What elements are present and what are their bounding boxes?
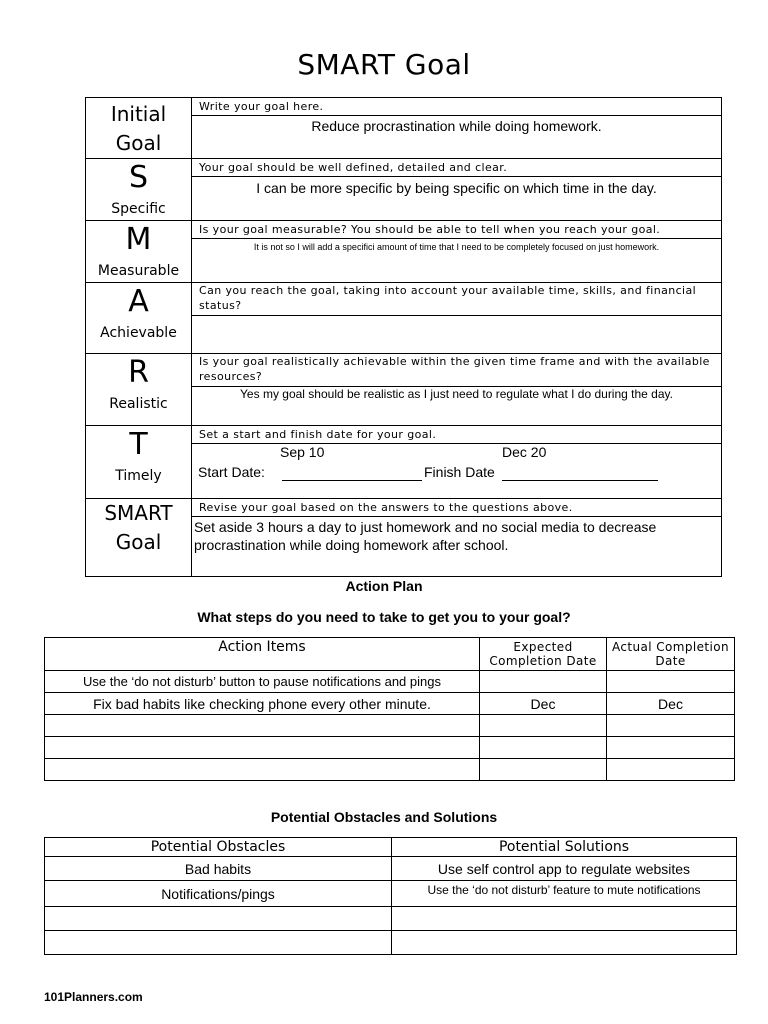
timely-letter: T — [129, 427, 148, 462]
table-row — [45, 857, 737, 881]
table-row — [45, 907, 737, 931]
actual-date-cell[interactable] — [607, 737, 735, 759]
actual-date-header: Actual Completion Date — [607, 638, 735, 671]
solutions-header: Potential Solutions — [392, 838, 737, 857]
finish-date-label: Finish Date — [424, 464, 495, 480]
action-item-cell[interactable] — [45, 715, 480, 737]
table-row — [45, 715, 735, 737]
action-plan-heading: Action Plan — [345, 578, 423, 594]
expected-date-cell[interactable]: Dec — [480, 693, 607, 715]
expected-date-header: Expected Completion Date — [480, 638, 607, 671]
action-plan-table — [44, 637, 735, 781]
initial-goal-prompt: Write your goal here. — [192, 98, 722, 116]
measurable-letter: M — [125, 222, 152, 257]
initial-goal-label-cell — [86, 98, 192, 159]
realistic-word: Realistic — [109, 396, 168, 412]
achievable-prompt: Can you reach the goal, taking into account your available time, skills, and financial status? — [192, 283, 722, 316]
measurable-label-cell — [86, 221, 192, 283]
expected-date-cell[interactable] — [480, 759, 607, 781]
specific-prompt: Your goal should be well defined, detailed and clear. — [192, 159, 722, 177]
specific-letter: S — [128, 160, 149, 195]
initial-goal-answer[interactable]: Reduce procrastination while doing homework. — [192, 116, 722, 159]
smart-goal-label-cell — [86, 499, 192, 577]
actual-date-cell[interactable] — [607, 671, 735, 693]
obstacle-cell[interactable] — [45, 931, 392, 955]
timely-dates-cell — [192, 444, 722, 499]
obstacles-heading: Potential Obstacles and Solutions — [270, 809, 498, 825]
action-item-cell[interactable] — [45, 737, 480, 759]
table-row — [45, 737, 735, 759]
expected-date-cell[interactable] — [480, 737, 607, 759]
measurable-prompt: Is your goal measurable? You should be able to tell when you reach your goal. — [192, 221, 722, 239]
achievable-label-cell — [86, 283, 192, 354]
smart-goal-answer[interactable]: Set aside 3 hours a day to just homework and no social media to decrease procrastination while doing homework after school. — [192, 517, 722, 577]
solution-cell[interactable] — [392, 907, 737, 931]
action-plan-question: What steps do you need to take to get you to your goal? — [197, 609, 571, 625]
table-row — [45, 693, 735, 715]
initial-goal-label: Initial Goal — [110, 102, 167, 155]
finish-date-value[interactable]: Dec 20 — [502, 444, 547, 460]
smart-goal-label-line1: SMART — [104, 501, 173, 525]
obstacles-header: Potential Obstacles — [45, 838, 392, 857]
obstacle-cell[interactable]: Bad habits — [45, 857, 392, 881]
table-row — [45, 759, 735, 781]
action-item-cell[interactable]: Fix bad habits like checking phone every other minute. — [45, 693, 480, 715]
solution-cell[interactable] — [392, 931, 737, 955]
achievable-letter: A — [128, 284, 149, 319]
realistic-prompt: Is your goal realistically achievable within the given time frame and with the available resources? — [192, 354, 722, 387]
expected-date-cell[interactable] — [480, 671, 607, 693]
obstacles-table — [44, 837, 737, 955]
specific-answer[interactable]: I can be more specific by being specific on which time in the day. — [192, 177, 722, 221]
action-item-cell[interactable] — [45, 759, 480, 781]
action-items-header: Action Items — [45, 638, 480, 671]
table-row — [45, 931, 737, 955]
expected-date-cell[interactable] — [480, 715, 607, 737]
smart-goal-label-line2: Goal — [115, 530, 162, 554]
achievable-answer[interactable] — [192, 316, 722, 354]
actual-date-cell[interactable] — [607, 759, 735, 781]
realistic-label-cell — [86, 354, 192, 426]
solution-cell[interactable]: Use self control app to regulate websites — [392, 857, 737, 881]
start-date-line — [282, 480, 422, 481]
actual-date-cell[interactable] — [607, 715, 735, 737]
start-date-label: Start Date: — [198, 464, 265, 480]
timely-label-cell — [86, 426, 192, 499]
specific-label-cell — [86, 159, 192, 221]
smart-goal-prompt: Revise your goal based on the answers to the questions above. — [192, 499, 722, 517]
start-date-value[interactable]: Sep 10 — [280, 444, 325, 460]
timely-word: Timely — [115, 468, 162, 484]
obstacle-cell[interactable]: Notifications/pings — [45, 881, 392, 907]
realistic-answer[interactable]: Yes my goal should be realistic as I just need to regulate what I do during the day. — [192, 387, 722, 426]
realistic-letter: R — [128, 355, 149, 390]
footer-brand[interactable]: 101Planners.com — [44, 990, 143, 1004]
measurable-word: Measurable — [97, 263, 180, 279]
table-row — [45, 881, 737, 907]
actual-date-cell[interactable]: Dec — [607, 693, 735, 715]
solution-cell[interactable]: Use the ‘do not disturb’ feature to mute notifications — [392, 881, 737, 907]
finish-date-line — [502, 480, 658, 481]
achievable-word: Achievable — [100, 325, 177, 341]
measurable-answer[interactable]: It is not so I will add a specifici amount of time that I need to be completely focused on just homework. — [192, 239, 722, 283]
smart-goal-table — [85, 97, 722, 577]
action-item-cell[interactable]: Use the ‘do not disturb’ button to pause notifications and pings — [45, 671, 480, 693]
specific-word: Specific — [111, 201, 166, 217]
page-title: SMART Goal — [297, 48, 471, 81]
obstacle-cell[interactable] — [45, 907, 392, 931]
timely-prompt: Set a start and finish date for your goal. — [192, 426, 722, 444]
table-row — [45, 671, 735, 693]
